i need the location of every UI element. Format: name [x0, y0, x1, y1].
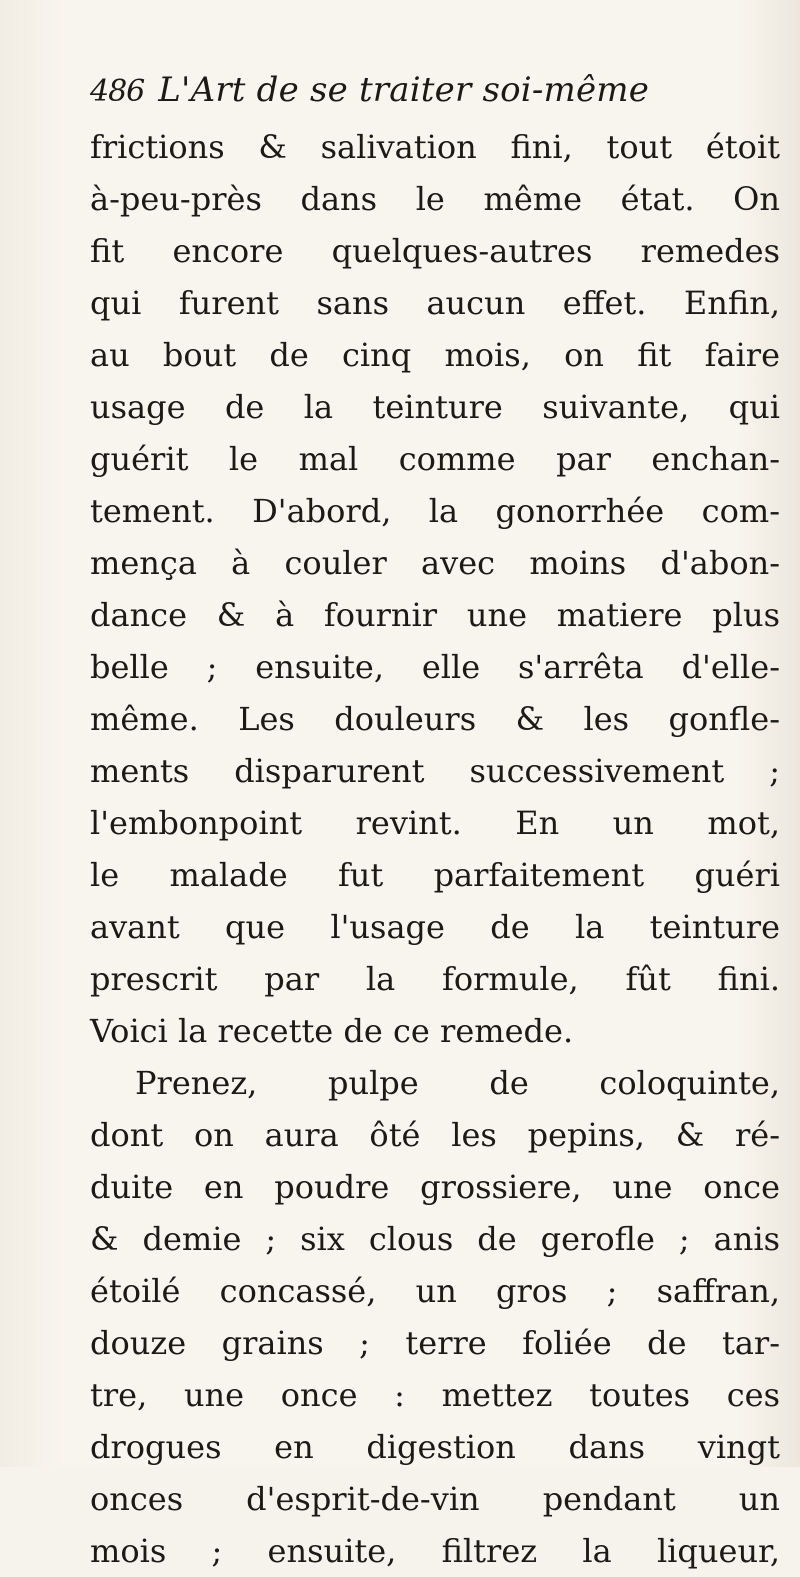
text-line: tre, une once : mettez toutes ces [90, 1376, 780, 1414]
page-header [90, 70, 790, 120]
text-line: douze grains ; terre foliée de tar- [90, 1324, 780, 1362]
text-line: Prenez, pulpe de coloquinte, [135, 1064, 780, 1102]
text-line: au bout de cinq mois, on fit faire [90, 336, 780, 374]
text-line: étoilé concassé, un gros ; saffran, [90, 1272, 780, 1310]
text-line: ments disparurent successivement ; [90, 752, 780, 790]
text-line: prescrit par la formule, fût fini. [90, 960, 780, 998]
text-line: mois ; ensuite, filtrez la liqueur, [90, 1532, 780, 1570]
text-line: mença à couler avec moins d'abon- [90, 544, 780, 582]
page-number: 486 [90, 74, 145, 109]
text-line: belle ; ensuite, elle s'arrêta d'elle- [90, 648, 780, 686]
text-line: même. Les douleurs & les gonfle- [90, 700, 780, 738]
text-line: dance & à fournir une matiere plus [90, 596, 780, 634]
text-line: onces d'esprit-de-vin pendant un [90, 1480, 780, 1518]
body-text [90, 121, 780, 1577]
text-line: dont on aura ôté les pepins, & ré- [90, 1116, 780, 1154]
text-line: qui furent sans aucun effet. Enfin, [90, 284, 780, 322]
text-line: & demie ; six clous de gerofle ; anis [90, 1220, 780, 1258]
text-line: guérit le mal comme par enchan- [90, 440, 780, 478]
text-line: l'embonpoint revint. En un mot, [90, 804, 780, 842]
text-line: drogues en digestion dans vingt [90, 1428, 780, 1466]
text-line: avant que l'usage de la teinture [90, 908, 780, 946]
running-title: L'Art de se traiter soi-même [158, 70, 650, 110]
text-line: le malade fut parfaitement guéri [90, 856, 780, 894]
text-line: à-peu-près dans le même état. On [90, 180, 780, 218]
text-line: duite en poudre grossiere, une once [90, 1168, 780, 1206]
text-line: Voici la recette de ce remede. [90, 1012, 574, 1050]
text-line: tement. D'abord, la gonorrhée com- [90, 492, 780, 530]
text-line: fit encore quelques-autres remedes [90, 232, 780, 270]
text-line: frictions & salivation fini, tout étoit [90, 128, 780, 166]
text-line: usage de la teinture suivante, qui [90, 388, 780, 426]
